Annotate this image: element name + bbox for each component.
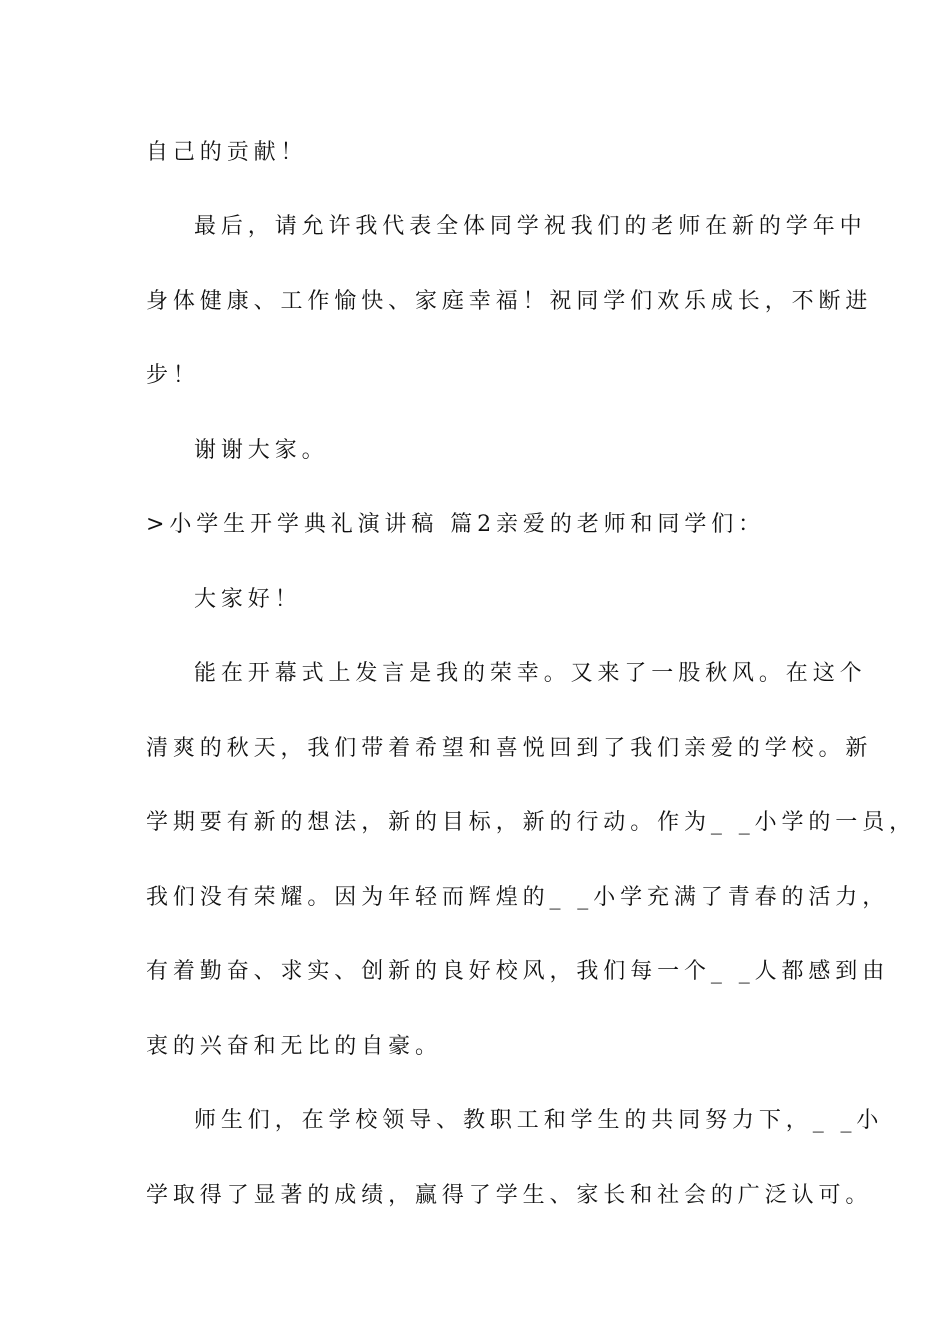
section-heading: >小学生开学典礼演讲稿 篇2亲爱的老师和同学们： — [146, 512, 766, 537]
text-line: 谢谢大家。 — [194, 438, 329, 463]
text-line: 身体健康、工作愉快、家庭幸福！祝同学们欢乐成长，不断进 — [146, 289, 873, 314]
text-line: 步！ — [146, 363, 200, 388]
text-line: 能在开幕式上发言是我的荣幸。又来了一股秋风。在这个 — [194, 661, 867, 686]
text-line: 自己的贡献！ — [146, 140, 308, 165]
text-line: 大家好！ — [194, 587, 302, 612]
text-line: 学期要有新的想法，新的目标，新的行动。作为_ _小学的一员， — [146, 810, 916, 835]
text-line: 衷的兴奋和无比的自豪。 — [146, 1034, 442, 1059]
text-line: 师生们，在学校领导、教职工和学生的共同努力下，_ _小 — [194, 1108, 884, 1133]
text-line: 我们没有荣耀。因为年轻而辉煌的_ _小学充满了青春的活力， — [146, 885, 890, 910]
text-line: 学取得了显著的成绩，赢得了学生、家长和社会的广泛认可。 — [146, 1183, 873, 1208]
text-line: 清爽的秋天，我们带着希望和喜悦回到了我们亲爱的学校。新 — [146, 736, 873, 761]
text-line: 最后，请允许我代表全体同学祝我们的老师在新的学年中 — [194, 214, 867, 239]
text-line: 有着勤奋、求实、创新的良好校风，我们每一个_ _人都感到由 — [146, 959, 890, 984]
